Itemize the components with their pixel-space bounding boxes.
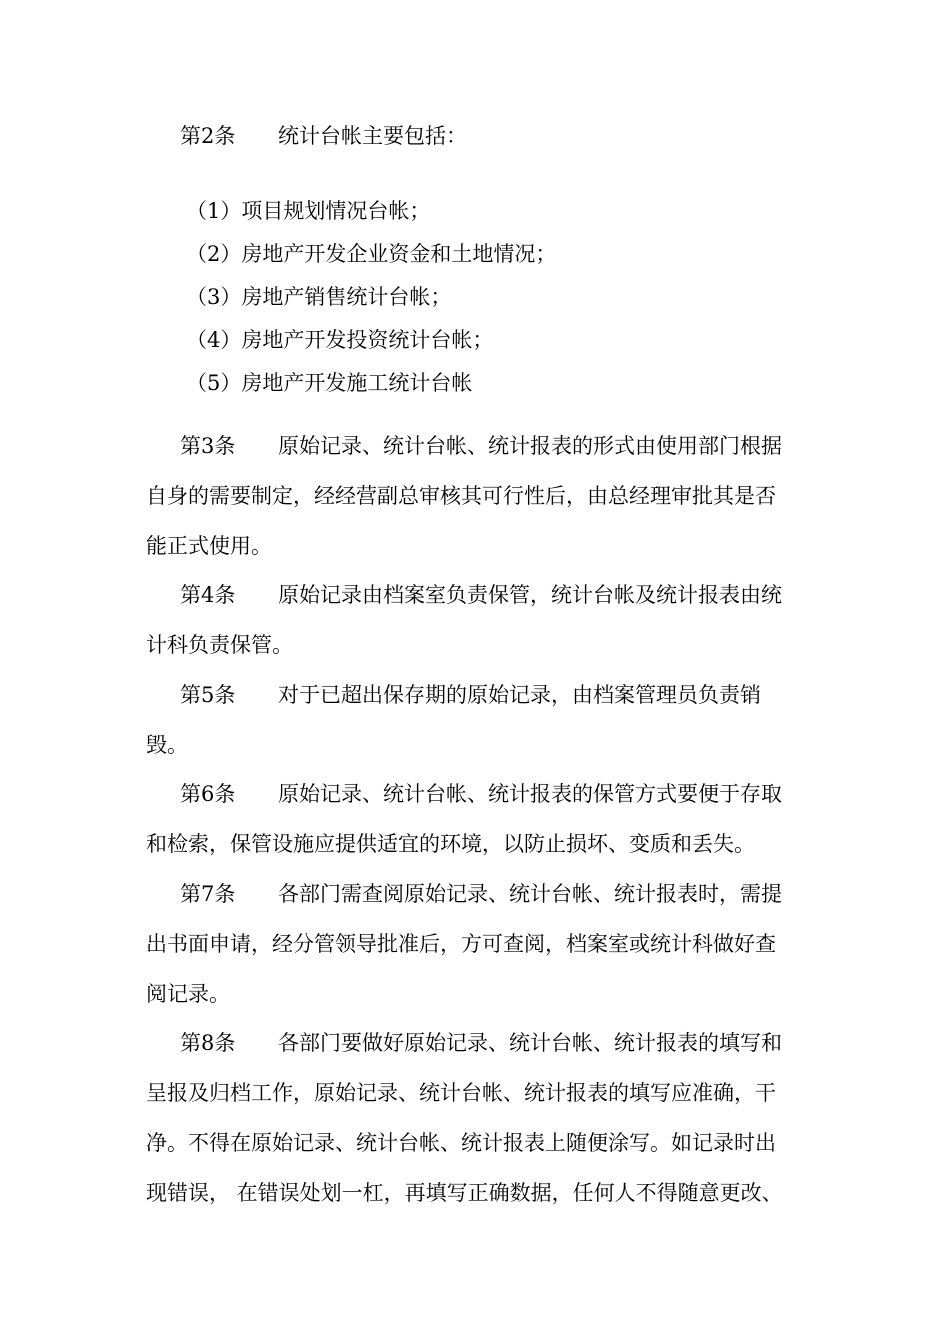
article-7-line: 阅记录。 — [146, 982, 230, 1006]
article-3-line: 原始记录、统计台帐、统计报表的形式由使用部门根据 — [278, 434, 782, 458]
article-2-item: （5）房地产开发施工统计台帐 — [186, 371, 473, 395]
article-8-line: 现错误， 在错误处划一杠，再填写正确数据，任何人不得随意更改、 — [146, 1181, 783, 1205]
article-6-label: 第6条 — [180, 782, 236, 806]
article-7-line: 出书面申请，经分管领导批准后，方可查阅，档案室或统计科做好查 — [146, 932, 776, 956]
article-4-line: 原始记录由档案室负责保管，统计台帐及统计报表由统 — [278, 583, 782, 607]
article-2-item: （3）房地产销售统计台帐； — [186, 285, 452, 309]
article-3-line: 能正式使用。 — [146, 534, 272, 558]
article-6-heading — [180, 779, 782, 809]
article-4-line: 计科负责保管。 — [146, 633, 293, 657]
article-7-label: 第7条 — [180, 882, 236, 906]
article-7-heading — [180, 879, 782, 909]
article-6-line: 和检索，保管设施应提供适宜的环境，以防止损坏、变质和丢失。 — [146, 832, 755, 856]
article-3-label: 第3条 — [180, 434, 236, 458]
article-8-label: 第8条 — [180, 1031, 236, 1055]
article-2-heading — [180, 121, 467, 151]
article-2-item: （1）项目规划情况台帐； — [186, 199, 431, 223]
article-2-label: 第2条 — [180, 124, 236, 148]
article-8-line: 呈报及归档工作，原始记录、统计台帐、统计报表的填写应准确，干 — [146, 1081, 776, 1105]
article-5-heading — [180, 680, 761, 710]
article-5-line: 毁。 — [146, 733, 188, 757]
article-4-label: 第4条 — [180, 583, 236, 607]
article-7-line: 各部门需查阅原始记录、统计台帐、统计报表时，需提 — [278, 882, 782, 906]
article-3-line: 自身的需要制定，经经营副总审核其可行性后，由总经理审批其是否 — [146, 484, 776, 508]
article-8-line: 各部门要做好原始记录、统计台帐、统计报表的填写和 — [278, 1031, 782, 1055]
article-2-item: （2）房地产开发企业资金和土地情况； — [186, 242, 557, 266]
article-6-line: 原始记录、统计台帐、统计报表的保管方式要便于存取 — [278, 782, 782, 806]
article-4-heading — [180, 580, 782, 610]
article-5-label: 第5条 — [180, 683, 236, 707]
article-5-line: 对于已超出保存期的原始记录，由档案管理员负责销 — [278, 683, 761, 707]
article-3-heading — [180, 431, 782, 461]
article-2-item: （4）房地产开发投资统计台帐； — [186, 328, 494, 352]
article-2-text: 统计台帐主要包括： — [278, 124, 467, 148]
article-8-heading — [180, 1028, 782, 1058]
article-8-line: 净。不得在原始记录、统计台帐、统计报表上随便涂写。如记录时出 — [146, 1131, 776, 1155]
